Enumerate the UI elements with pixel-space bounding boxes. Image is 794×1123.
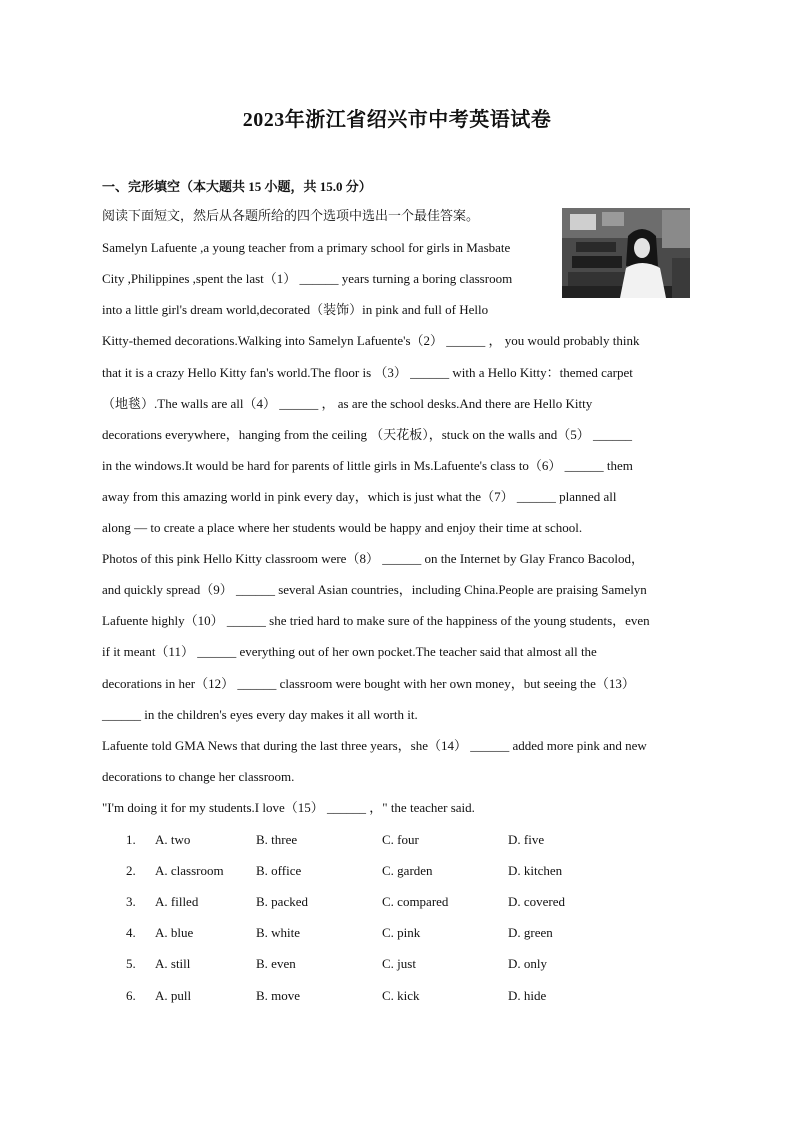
question-row (0, 832, 794, 850)
passage-line: （地毯）.The walls are all（4） ______ ， as are the school desks.And there are Hello Kitty (102, 396, 593, 411)
passage-line: if it meant（11） ______ everything out of her own pocket.The teacher said that almost all the (102, 644, 597, 659)
option-b[interactable]: B. white (256, 925, 301, 940)
question-number: 2. (126, 863, 136, 878)
classroom-photo (562, 208, 690, 298)
section-heading: 一、完形填空（本大题共 15 小题，共 15.0 分） (102, 179, 372, 194)
passage-line: and quickly spread（9） ______ several Asian countries，including China.People are praising Samelyn (102, 582, 647, 597)
question-number: 5. (126, 956, 136, 971)
question-number: 3. (126, 894, 136, 909)
passage-line: in the windows.It would be hard for parents of little girls in Ms.Lafuente's class to（6） ______ them (102, 458, 633, 473)
option-b[interactable]: B. move (256, 988, 301, 1003)
passage-line: Lafuente highly（10） ______ she tried hard to make sure of the happiness of the young students，even (102, 613, 650, 628)
passage-line: away from this amazing world in pink every day，which is just what the（7） ______ planned all (102, 489, 617, 504)
passage-line: that it is a crazy Hello Kitty fan's world.The floor is （3） ______ with a Hello Kitty：themed carpet (102, 365, 633, 380)
option-d[interactable]: D. green (508, 925, 553, 940)
passage-line: along — to create a place where her students would be happy and enjoy their time at school. (102, 520, 583, 535)
option-d[interactable]: D. covered (508, 894, 566, 909)
question-row (0, 863, 794, 881)
question-number: 4. (126, 925, 136, 940)
option-b[interactable]: B. office (256, 863, 302, 878)
passage-line: Photos of this pink Hello Kitty classroom were（8） ______ on the Internet by Glay Franco Bacolod， (102, 551, 644, 566)
question-number: 1. (126, 832, 136, 847)
question-row (0, 925, 794, 943)
option-d[interactable]: D. kitchen (508, 863, 563, 878)
question-number: 6. (126, 988, 136, 1003)
option-a[interactable]: A. blue (155, 925, 194, 940)
question-row (0, 894, 794, 912)
passage-line: ______ in the children's eyes every day makes it all worth it. (102, 707, 418, 722)
passage-line: into a little girl's dream world,decorated（装饰）in pink and full of Hello (102, 302, 489, 317)
passage-line: "I'm doing it for my students.I love（15） ______ ，" the teacher said. (102, 800, 475, 815)
passage-line: Kitty-themed decorations.Walking into Samelyn Lafuente's（2） ______ ， you would probably think (102, 333, 640, 348)
passage-line: decorations in her（12） ______ classroom were bought with her own money，but seeing the（13） (102, 676, 635, 691)
exam-title: 2023年浙江省绍兴市中考英语试卷 (242, 109, 552, 131)
option-b[interactable]: B. packed (256, 894, 308, 909)
option-c[interactable]: C. kick (382, 988, 420, 1003)
option-b[interactable]: B. three (256, 832, 298, 847)
option-b[interactable]: B. even (256, 956, 296, 971)
passage-line: decorations everywhere，hanging from the ceiling （天花板），stuck on the walls and（5） ______ (102, 427, 632, 442)
option-c[interactable]: C. four (382, 832, 419, 847)
option-a[interactable]: A. pull (155, 988, 192, 1003)
passage-line: decorations to change her classroom. (102, 769, 295, 784)
passage-line: Lafuente told GMA News that during the last three years，she（14） ______ added more pink and new (102, 738, 647, 753)
option-a[interactable]: A. still (155, 956, 191, 971)
option-c[interactable]: C. garden (382, 863, 433, 878)
question-row (0, 956, 794, 974)
option-d[interactable]: D. hide (508, 988, 547, 1003)
instruction-text: 阅读下面短文，然后从各题所给的四个选项中选出一个最佳答案。 (102, 208, 480, 223)
question-row (0, 988, 794, 1006)
option-c[interactable]: C. just (382, 956, 416, 971)
option-a[interactable]: A. two (155, 832, 191, 847)
passage-line: Samelyn Lafuente ,a young teacher from a primary school for girls in Masbate (102, 240, 511, 255)
passage-line: City ,Philippines ,spent the last（1） ______ years turning a boring classroom (102, 271, 513, 286)
option-a[interactable]: A. classroom (155, 863, 224, 878)
option-d[interactable]: D. only (508, 956, 547, 971)
option-c[interactable]: C. pink (382, 925, 421, 940)
option-a[interactable]: A. filled (155, 894, 199, 909)
option-c[interactable]: C. compared (382, 894, 449, 909)
option-d[interactable]: D. five (508, 832, 545, 847)
